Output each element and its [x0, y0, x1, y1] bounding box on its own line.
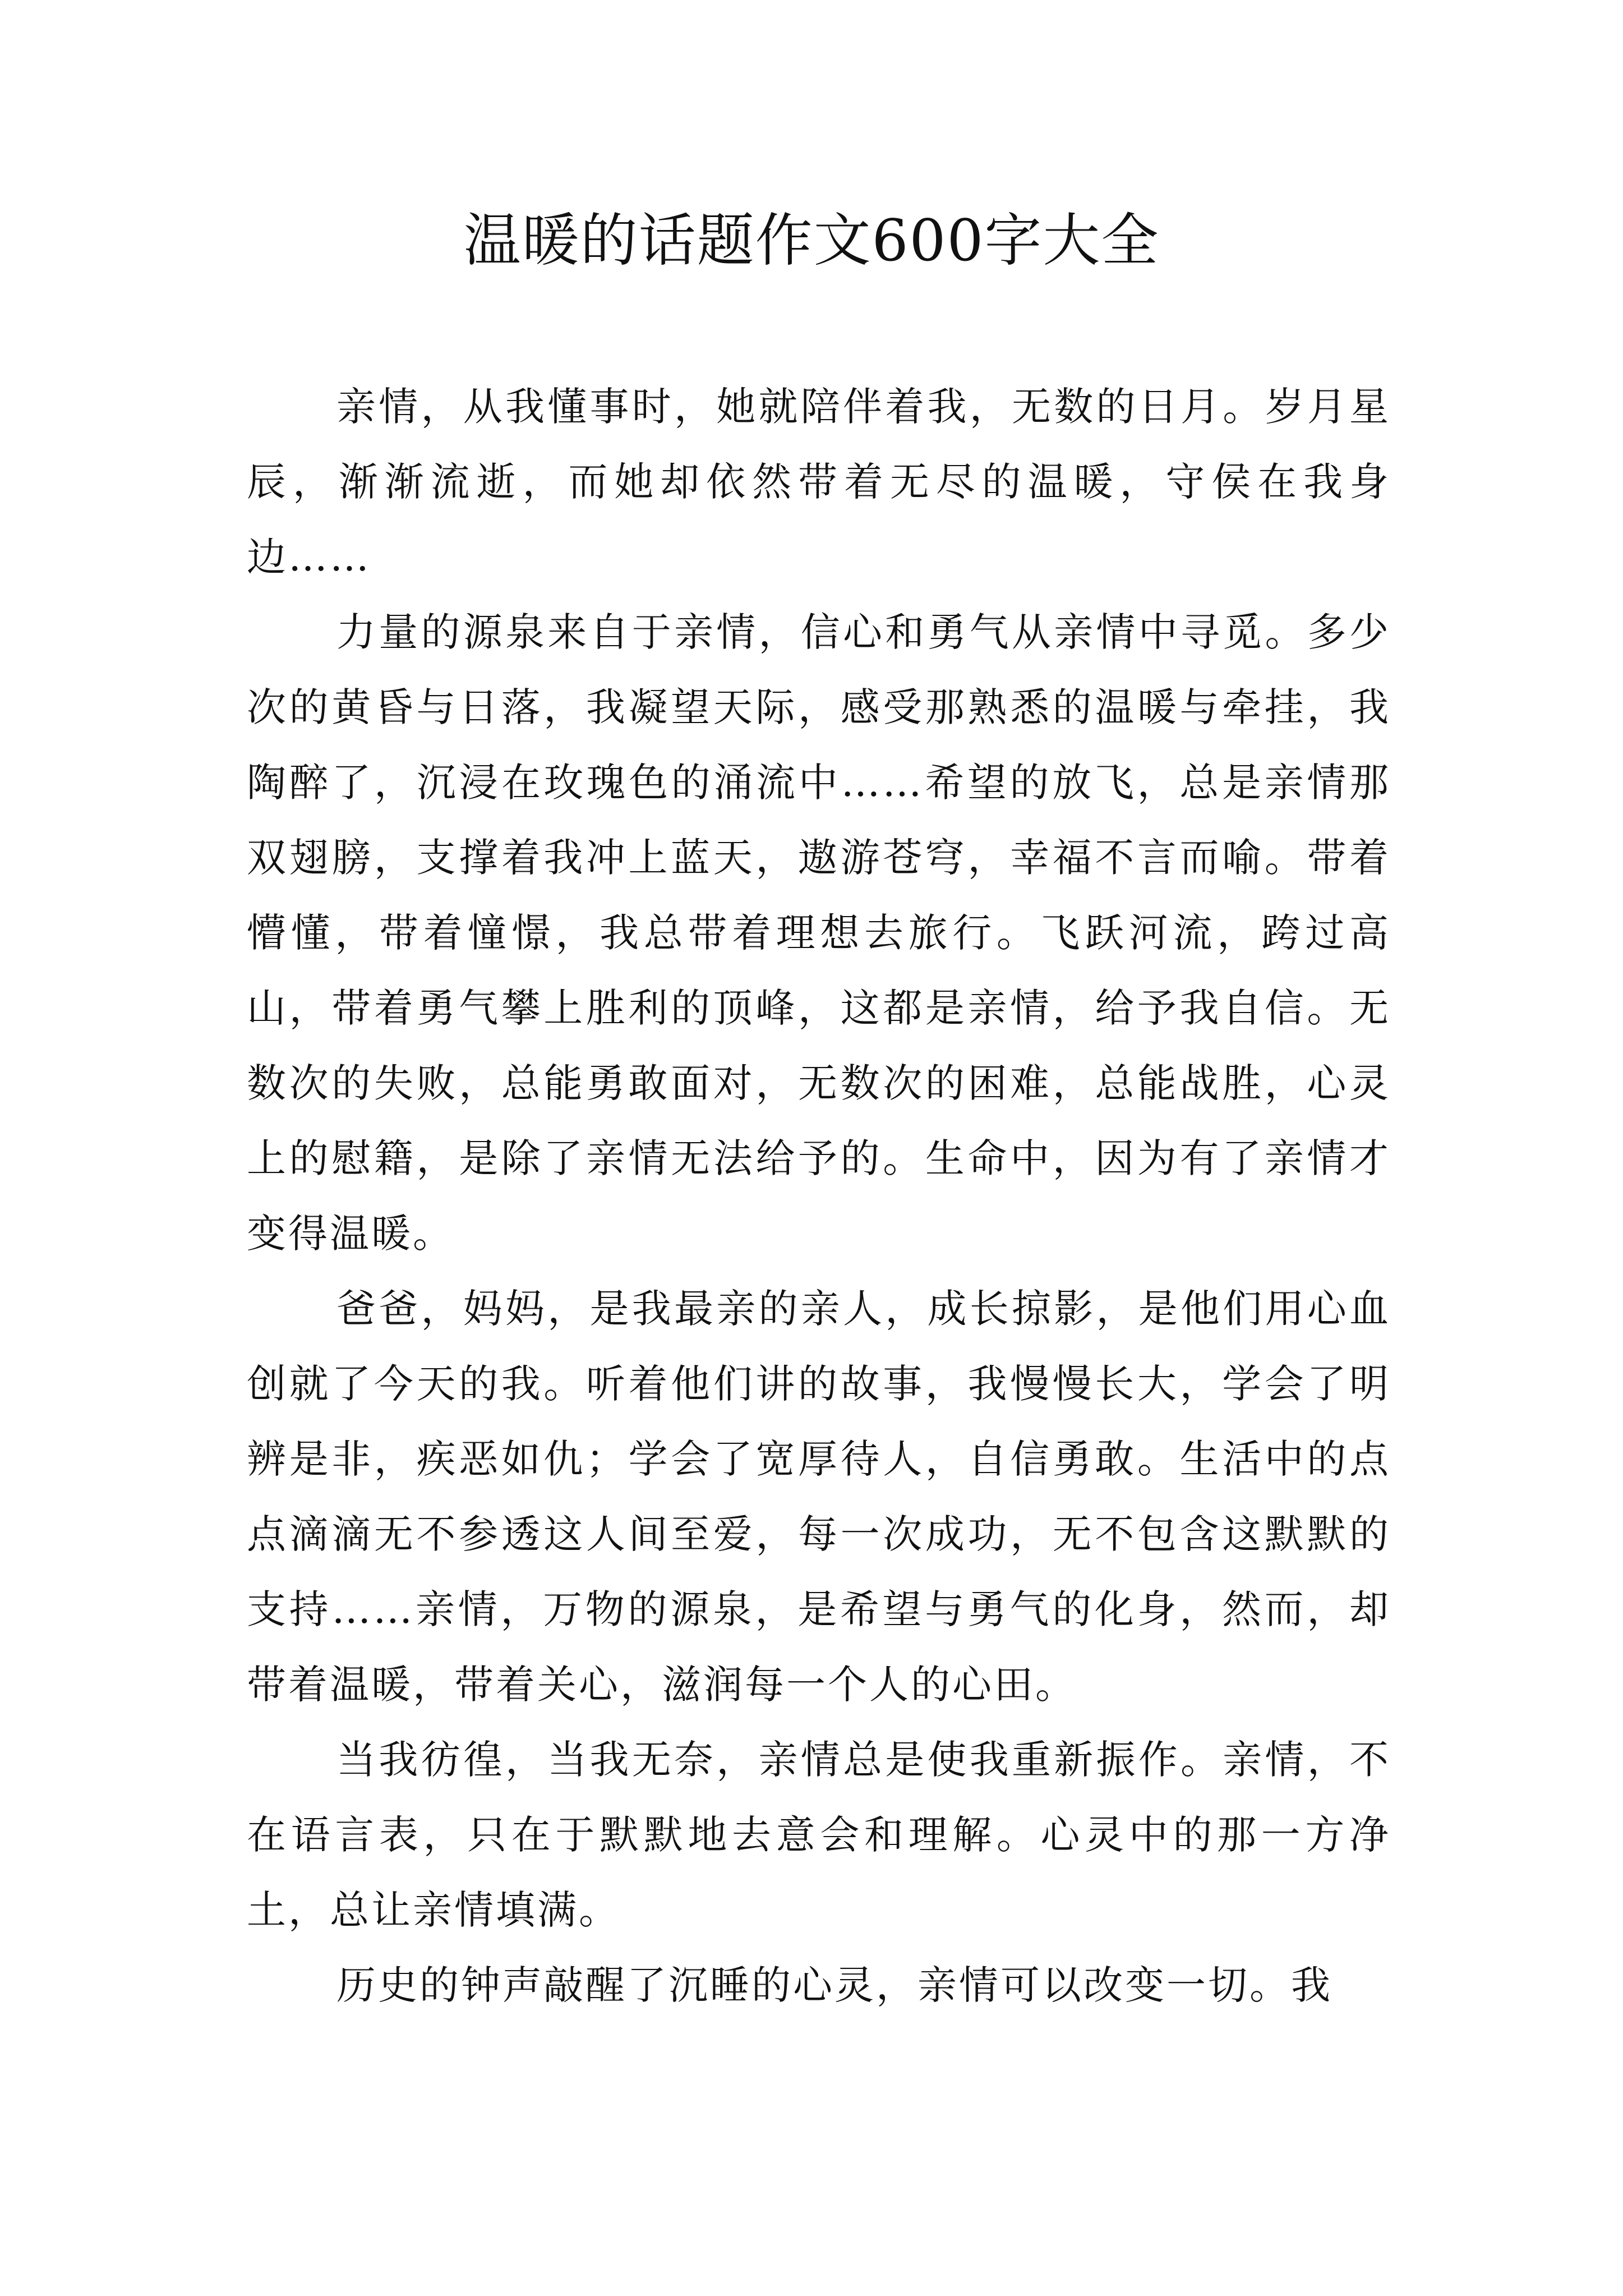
- paragraph: 当我彷徨，当我无奈，亲情总是使我重新振作。亲情，不在语言表，只在于默默地去意会和理解。心灵中的那一方净土，总让亲情填满。: [247, 1737, 1391, 1933]
- paragraph: 历史的钟声敲醒了沉睡的心灵，亲情可以改变一切。我: [336, 1962, 1332, 2008]
- paragraph: 亲情，从我懂事时，她就陪伴着我，无数的日月。岁月星辰，渐渐流逝，而她却依然带着无尽的温暖，守侯在我身边……: [247, 384, 1391, 580]
- paragraph: 爸爸，妈妈，是我最亲的亲人，成长掠影，是他们用心血创就了今天的我。听着他们讲的故事，我慢慢长大，学会了明辨是非，疾恶如仇；学会了宽厚待人，自信勇敢。生活中的点点滴滴无不参透这人间至爱，每一次成功，无不包含这默默的支持……亲情，万物的源泉，是希望与勇气的化身，然而，却带着温暖，带着关心，滋润每一个人的心田。: [247, 1286, 1391, 1708]
- document-body: [247, 369, 1391, 2023]
- paragraph: 力量的源泉来自于亲情，信心和勇气从亲情中寻觅。多少次的黄昏与日落，我凝望天际，感受那熟悉的温暖与牵挂，我陶醉了，沉浸在玫瑰色的涌流中……希望的放飞，总是亲情那双翅膀，支撑着我冲上蓝天，遨游苍穹，幸福不言而喻。带着懵懂，带着憧憬，我总带着理想去旅行。飞跃河流，跨过高山，带着勇气攀上胜利的顶峰，这都是亲情，给予我自信。无数次的失败，总能勇敢面对，无数次的困难，总能战胜，心灵上的慰籍，是除了亲情无法给予的。生命中，因为有了亲情才变得温暖。: [247, 609, 1391, 1257]
- document-title: 温暖的话题作文600字大全: [463, 208, 1160, 274]
